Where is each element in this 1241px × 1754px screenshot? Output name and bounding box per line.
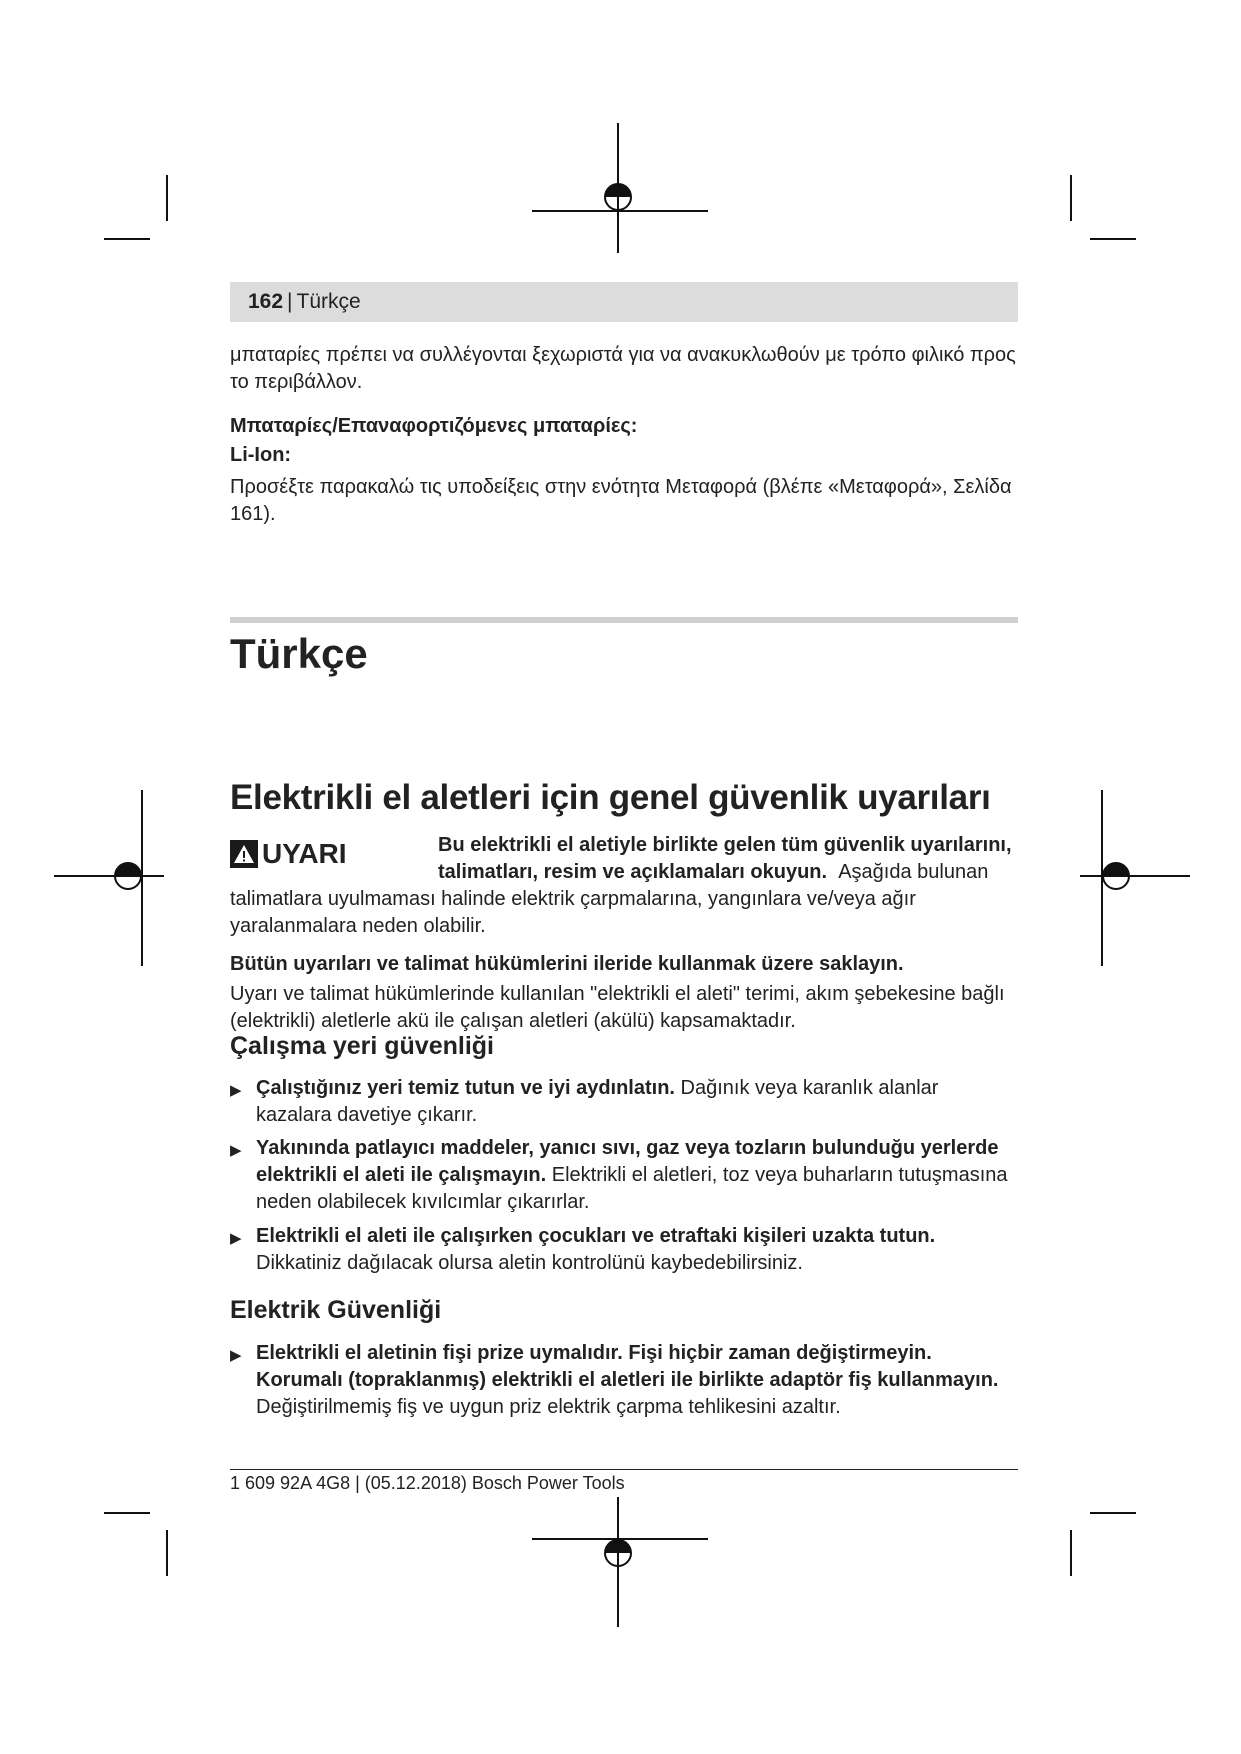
- item-text: Değiştirilmemiş fiş ve uygun priz elektrik çarpma tehlikesini azaltır.: [256, 1396, 841, 1418]
- warning-continuation: talimatlara uyulmaması halinde elektrik çarpmalarına, yangınlara ve/veya ağır yaralanmalara neden olabilir.: [230, 888, 916, 937]
- general-safety-title: Elektrikli el aletleri için genel güvenlik uyarıları: [230, 778, 991, 817]
- item-bold: Yakınında patlayıcı maddeler, yanıcı sıvı, gaz veya tozların bulunduğu yerlerde elektrikli el aleti ile çalışmayın.: [256, 1137, 999, 1186]
- bullet-icon: ▶: [230, 1082, 242, 1099]
- warning-line-2: [438, 859, 1038, 886]
- list-item: [230, 1075, 1018, 1129]
- greek-transport-note: Προσέξτε παρακαλώ τις υποδείξεις στην ενότητα Μεταφορά (βλέπε «Μεταφορά», Σελίδα 161).: [230, 476, 1012, 525]
- list-item: [230, 1223, 1018, 1277]
- bullet-icon: ▶: [230, 1230, 242, 1247]
- registration-mark-top: [532, 123, 708, 253]
- header-separator: |: [287, 290, 293, 313]
- crop-mark: [166, 175, 168, 221]
- warning-bold-line-2: talimatları, resim ve açıklamaları okuyun.: [438, 861, 828, 883]
- item-text: Elektrikli el aletleri, toz veya buharların tutuşmasına neden olabilecek kıvılcımlar çıkarırlar.: [256, 1164, 1008, 1213]
- electrical-safety-title: Elektrik Güvenliği: [230, 1296, 442, 1324]
- warning-bold-line-1: Bu elektrikli el aletiyle birlikte gelen tüm güvenlik uyarılarını,: [438, 834, 1012, 856]
- warning-label: [230, 838, 347, 870]
- warning-word: UYARI: [262, 838, 347, 869]
- crop-mark: [1070, 1530, 1072, 1576]
- header-section: Türkçe: [296, 290, 361, 313]
- footer-divider: [230, 1469, 1018, 1470]
- term-scope: Uyarı ve talimat hükümlerinde kullanılan "elektrikli el aleti" terimi, akım şebekesine bağlı (elektrikli) aletlerle akü ile çalışan aletleri (akülü) kapsamaktadır.: [230, 983, 1005, 1032]
- warning-icon: [230, 840, 258, 868]
- item-bold: Çalıştığınız yeri temiz tutun ve iyi aydınlatın.: [256, 1077, 675, 1099]
- page-number: 162: [248, 290, 284, 313]
- crop-mark: [1070, 175, 1072, 221]
- page-header: [230, 282, 1018, 322]
- crop-mark: [1090, 238, 1136, 240]
- list-item: [230, 1340, 1018, 1421]
- bullet-icon: ▶: [230, 1142, 242, 1159]
- crop-mark: [104, 238, 150, 240]
- footer: 1 609 92A 4G8 | (05.12.2018) Bosch Power Tools: [230, 1473, 625, 1493]
- list-item: [230, 1135, 1018, 1216]
- registration-mark-right: [1080, 790, 1190, 966]
- greek-intro: μπαταρίες πρέπει να συλλέγονται ξεχωριστά για να ανακυκλωθούν με τρόπο φιλικό προς το περιβάλλον.: [230, 344, 1016, 393]
- crop-mark: [166, 1530, 168, 1576]
- greek-heading-batteries: Μπαταρίες/Επαναφορτιζόμενες μπαταρίες:: [230, 415, 638, 437]
- item-text: Dağınık veya karanlık alanlar kazalara davetiye çıkarır.: [256, 1077, 939, 1126]
- section-title: Türkçe: [230, 630, 368, 677]
- keep-instructions: Bütün uyarıları ve talimat hükümlerini ileride kullanmak üzere saklayın.: [230, 953, 904, 975]
- greek-heading-liion: Li-Ion:: [230, 444, 292, 466]
- warning-text: [438, 832, 1038, 886]
- registration-mark-left: [54, 790, 164, 966]
- item-bold: Elektrikli el aleti ile çalışırken çocukları ve etraftaki kişileri uzakta tutun.: [256, 1225, 936, 1247]
- section-divider: [230, 617, 1018, 623]
- crop-mark: [104, 1512, 150, 1514]
- item-bold: Elektrikli el aletinin fişi prize uymalıdır. Fişi hiçbir zaman değiştirmeyin. Korumalı (topraklanmış) elektrikli el aletleri ile birlikte adaptör fiş kullanmayın.: [256, 1342, 999, 1391]
- workplace-safety-title: Çalışma yeri güvenliği: [230, 1032, 494, 1060]
- registration-mark-bottom: [532, 1497, 708, 1627]
- bullet-icon: ▶: [230, 1347, 242, 1364]
- item-text: Dikkatiniz dağılacak olursa aletin kontrolünü kaybedebilirsiniz.: [256, 1252, 803, 1274]
- warning-rest-1: Aşağıda bulunan: [838, 861, 989, 883]
- crop-mark: [1090, 1512, 1136, 1514]
